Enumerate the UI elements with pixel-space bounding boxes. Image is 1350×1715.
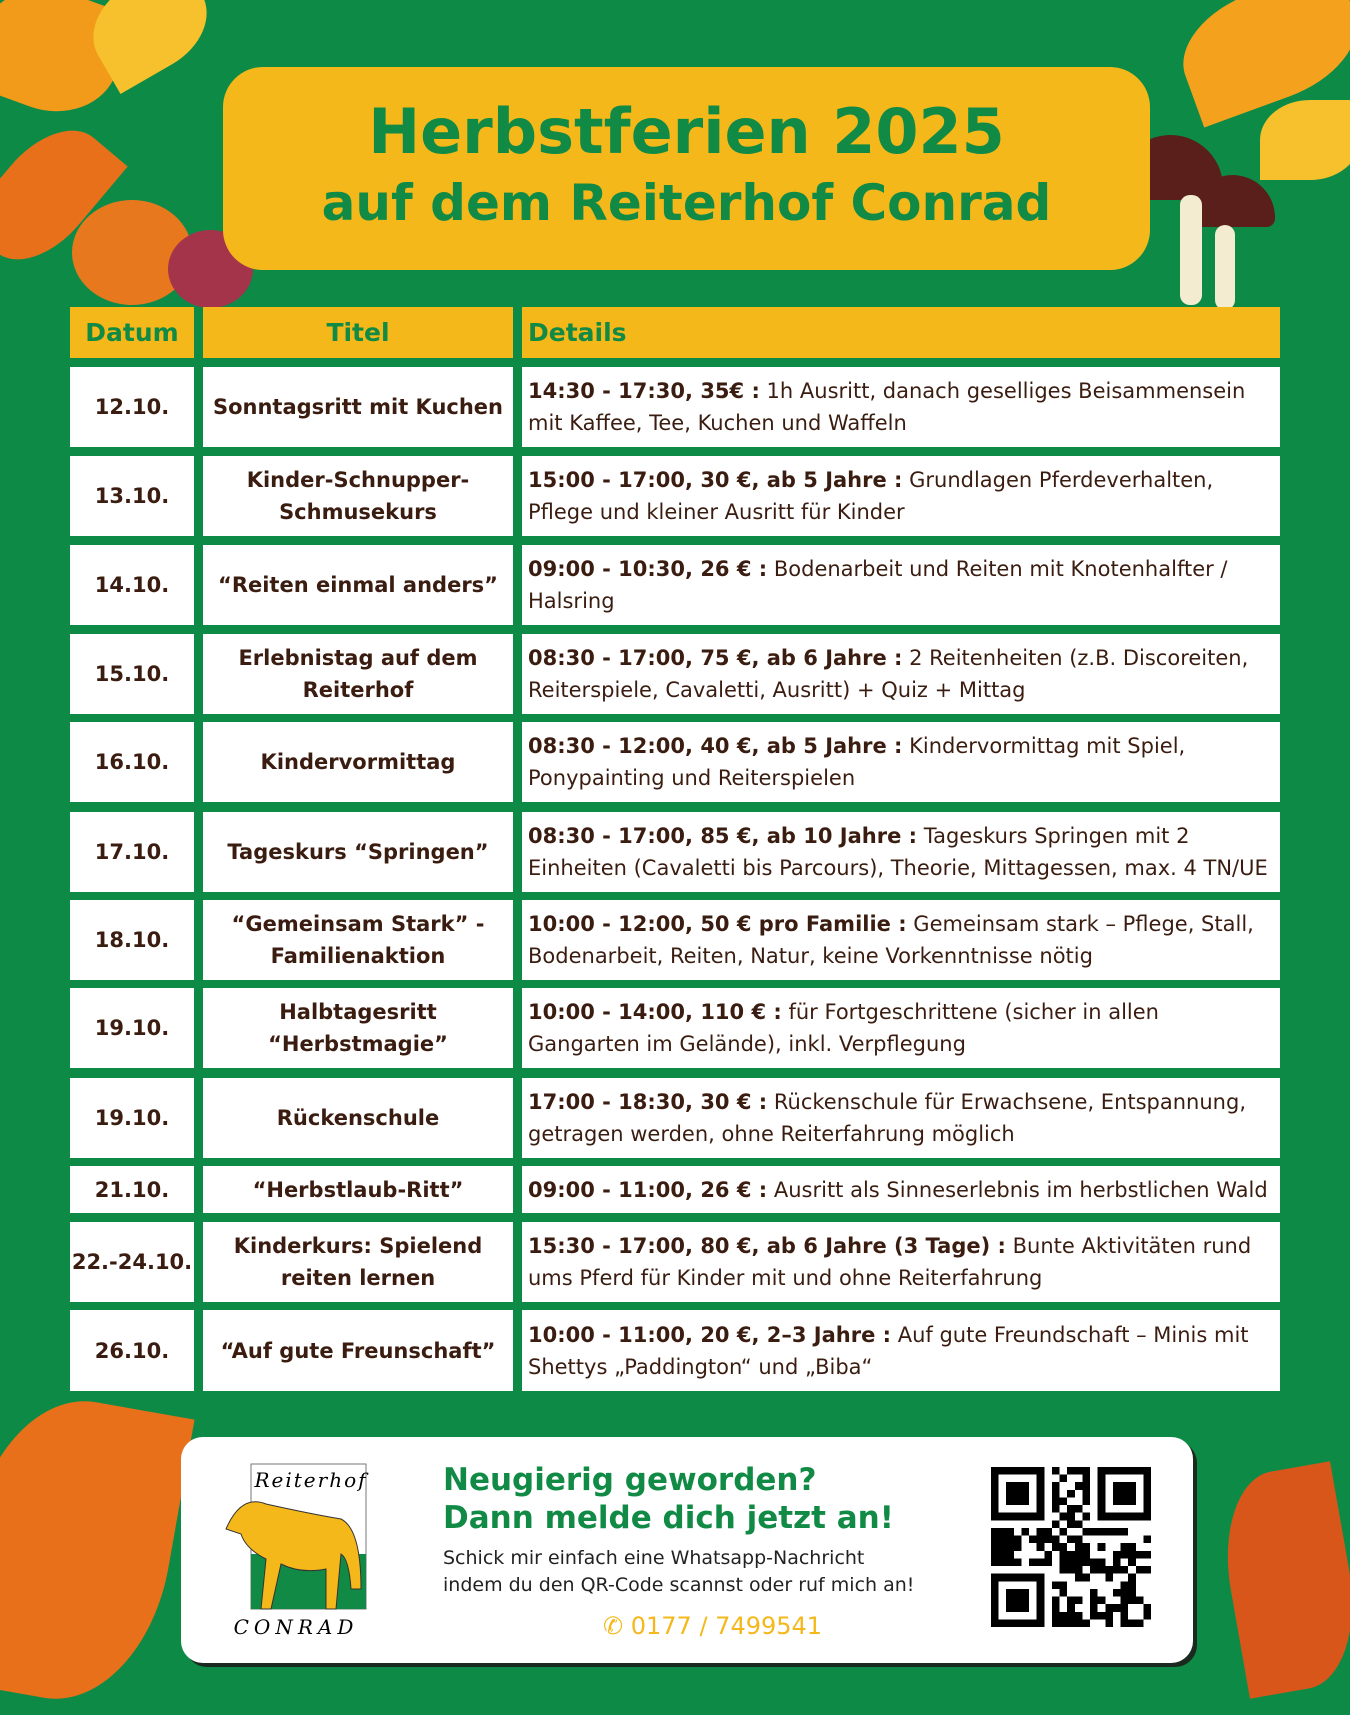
details-time-price: 08:30 - 12:00, 40 €, ab 5 Jahre : bbox=[528, 734, 903, 758]
details-text: Kindervormittag mit Spiel, Ponypainting und Reiterspielen bbox=[528, 734, 1186, 790]
table-cell-title: “Reiten einmal anders” bbox=[203, 545, 513, 625]
headline-line-2: Dann melde dich jetzt an! bbox=[443, 1500, 894, 1536]
details-time-price: 09:00 - 11:00, 26 € : bbox=[528, 1177, 768, 1202]
phone-icon: ✆ bbox=[603, 1612, 631, 1640]
contact-card bbox=[181, 1437, 1193, 1663]
table-cell-details bbox=[522, 456, 1280, 536]
details-text: Rückenschule für Erwachsene, Entspannung, getragen werden, ohne Reiterfahrung möglich bbox=[528, 1090, 1246, 1146]
details-text: Gemeinsam stark – Pflege, Stall, Bodenarbeit, Reiten, Natur, keine Vorkenntnisse nötig bbox=[528, 912, 1254, 968]
details-text: Tageskurs Springen mit 2 Einheiten (Cavaletti bis Parcours), Theorie, Mittagessen, max. 4 TN/UE bbox=[528, 824, 1268, 880]
leaf-icon bbox=[1212, 1461, 1350, 1698]
mushroom-stem bbox=[1215, 225, 1235, 310]
table-cell-title: Erlebnistag auf dem Reiterhof bbox=[203, 634, 513, 714]
reiterhof-logo bbox=[221, 1459, 371, 1639]
table-cell-details bbox=[522, 722, 1280, 802]
table-cell-date: 14.10. bbox=[70, 545, 194, 625]
table-cell-date: 12.10. bbox=[70, 367, 194, 447]
table-cell-details bbox=[522, 1078, 1280, 1158]
details-time-price: 08:30 - 17:00, 75 €, ab 6 Jahre : bbox=[528, 646, 903, 670]
phone-link[interactable] bbox=[603, 1612, 822, 1640]
table-cell-date: 19.10. bbox=[70, 1078, 194, 1158]
table-cell-details bbox=[522, 900, 1280, 980]
details-time-price: 10:00 - 11:00, 20 €, 2–3 Jahre : bbox=[528, 1322, 892, 1347]
table-cell-date: 17.10. bbox=[70, 812, 194, 892]
table-cell-title: Rückenschule bbox=[203, 1078, 513, 1158]
table-cell-title: Kinder-Schnupper-Schmusekurs bbox=[203, 456, 513, 536]
contact-text: Schick mir einfach eine Whatsapp-Nachricht indem du den QR-Code scannst oder ruf mich an! bbox=[443, 1547, 915, 1596]
table-cell-title: Sonntagsritt mit Kuchen bbox=[203, 367, 513, 447]
details-text: 2 Reitenheiten (z.B. Discoreiten, Reiterspiele, Cavaletti, Ausritt) + Quiz + Mittag bbox=[528, 646, 1249, 702]
column-header-titel: Titel bbox=[203, 307, 513, 358]
table-cell-title: “Auf gute Freunschaft” bbox=[203, 1310, 513, 1391]
svg-text:CONRAD: CONRAD bbox=[233, 1615, 359, 1639]
table-cell-details bbox=[522, 367, 1280, 447]
table-cell-date: 15.10. bbox=[70, 634, 194, 714]
details-text: 1h Ausritt, danach geselliges Beisammensein mit Kaffee, Tee, Kuchen und Waffeln bbox=[528, 379, 1246, 435]
mushroom-stem bbox=[1180, 195, 1202, 305]
table-cell-title: Kindervormittag bbox=[203, 722, 513, 802]
details-time-price: 08:30 - 17:00, 85 €, ab 10 Jahre : bbox=[528, 824, 918, 848]
details-time-price: 10:00 - 14:00, 110 € : bbox=[528, 1000, 782, 1024]
details-text: Auf gute Freundschaft – Minis mit Shettys „Paddington“ und „Biba“ bbox=[528, 1322, 1249, 1379]
qr-code-icon[interactable] bbox=[991, 1467, 1151, 1627]
table-cell-date: 16.10. bbox=[70, 722, 194, 802]
headline-line-1: Neugierig geworden? bbox=[443, 1462, 817, 1498]
table-cell-details bbox=[522, 545, 1280, 625]
table-cell-date: 19.10. bbox=[70, 988, 194, 1068]
table-cell-details bbox=[522, 634, 1280, 714]
svg-text:Reiterhof: Reiterhof bbox=[254, 1468, 368, 1492]
column-header-datum: Datum bbox=[70, 307, 194, 358]
table-cell-title: Tageskurs “Springen” bbox=[203, 812, 513, 892]
table-cell-date: 26.10. bbox=[70, 1310, 194, 1391]
details-time-price: 15:30 - 17:00, 80 €, ab 6 Jahre (3 Tage) : bbox=[528, 1234, 1006, 1258]
column-header-details: Details bbox=[522, 307, 1280, 358]
table-cell-title: “Gemeinsam Stark” - Familienaktion bbox=[203, 900, 513, 980]
phone-number: 0177 / 7499541 bbox=[630, 1612, 823, 1640]
leaf-icon bbox=[1260, 100, 1350, 180]
details-text: Ausritt als Sinneserlebnis im herbstlichen Wald bbox=[767, 1177, 1268, 1202]
table-cell-title: Kinderkurs: Spielend reiten lernen bbox=[203, 1222, 513, 1302]
table-cell-date: 22.-24.10. bbox=[70, 1222, 194, 1302]
table-cell-title: “Herbstlaub-Ritt” bbox=[203, 1166, 513, 1213]
details-time-price: 15:00 - 17:00, 30 €, ab 5 Jahre : bbox=[528, 468, 903, 492]
details-text: Grundlagen Pferdeverhalten, Pflege und kleiner Ausritt für Kinder bbox=[528, 468, 1214, 524]
details-text: Bunte Aktivitäten rund ums Pferd für Kinder mit und ohne Reiterfahrung bbox=[528, 1234, 1252, 1290]
details-time-price: 09:00 - 10:30, 26 € : bbox=[528, 557, 768, 581]
page-subtitle: auf dem Reiterhof Conrad bbox=[321, 174, 1052, 232]
table-cell-details bbox=[522, 812, 1280, 892]
contact-headline bbox=[443, 1461, 894, 1537]
table-cell-title: Halbtagesritt “Herbstmagie” bbox=[203, 988, 513, 1068]
details-text: Bodenarbeit und Reiten mit Knotenhalfter / Halsring bbox=[528, 557, 1228, 613]
title-banner bbox=[223, 67, 1150, 270]
table-cell-details bbox=[522, 1310, 1280, 1391]
details-time-price: 10:00 - 12:00, 50 € pro Familie : bbox=[528, 912, 907, 936]
page-title: Herbstferien 2025 bbox=[368, 95, 1005, 168]
table-cell-details bbox=[522, 1166, 1280, 1213]
leaf-icon bbox=[0, 1385, 195, 1715]
table-cell-date: 13.10. bbox=[70, 456, 194, 536]
table-cell-date: 18.10. bbox=[70, 900, 194, 980]
details-time-price: 17:00 - 18:30, 30 € : bbox=[528, 1090, 768, 1114]
table-cell-date: 21.10. bbox=[70, 1166, 194, 1213]
details-text: für Fortgeschrittene (sicher in allen Gangarten im Gelände), inkl. Verpflegung bbox=[528, 1000, 1159, 1056]
table-cell-details bbox=[522, 988, 1280, 1068]
table-cell-details bbox=[522, 1222, 1280, 1302]
details-time-price: 14:30 - 17:30, 35€ : bbox=[528, 379, 760, 403]
